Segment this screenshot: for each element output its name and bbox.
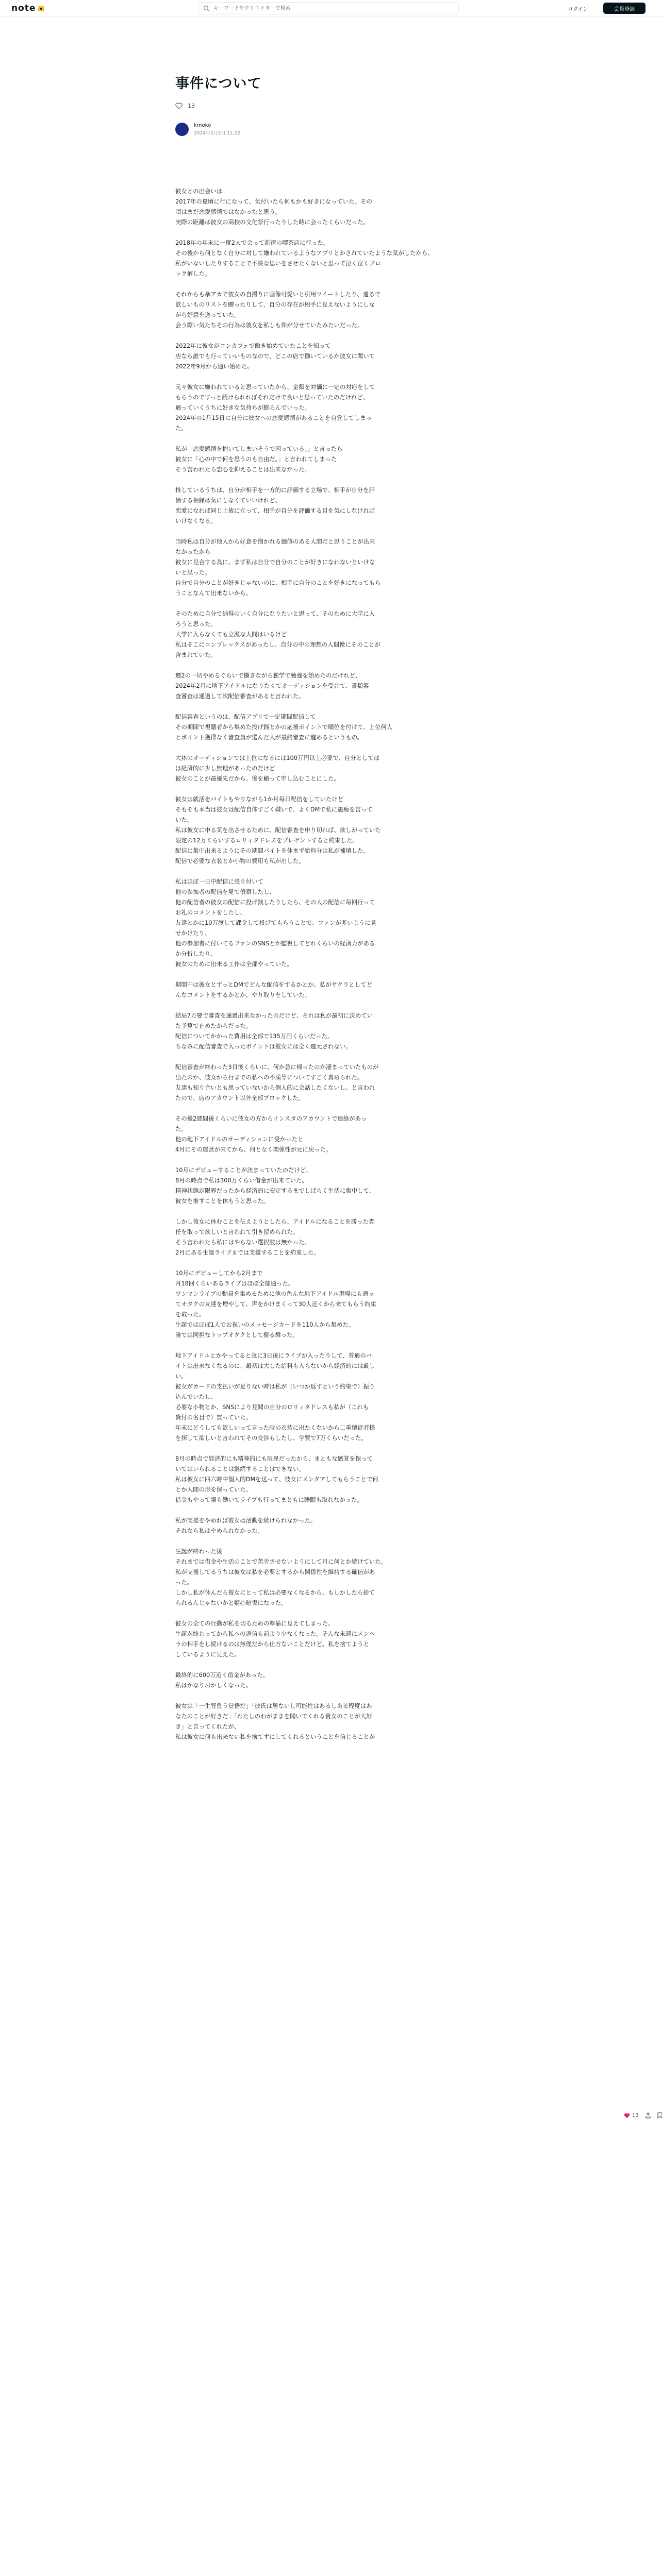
share-icon: [645, 2112, 651, 2119]
paragraph-line: なかったから: [175, 548, 211, 555]
heart-filled-icon: [624, 2113, 630, 2119]
paragraph-line: それまでは借金や生活のことで苦労させないようにして月に何とか続けていた。: [175, 1558, 387, 1565]
paragraph-line: 友達も知り合いとも思っていないから個人的に会話したくないし、と言われ: [175, 1084, 375, 1091]
share-button[interactable]: [645, 2112, 651, 2119]
paragraph-line: 私が支援をやめれば彼女は活動を続けられなかった。: [175, 1517, 317, 1524]
article-paragraph: [175, 1618, 485, 1659]
article-paragraph: [175, 1350, 485, 1443]
article-paragraph: [175, 876, 485, 969]
paragraph-line: そもそも本当は彼女は配信自体すごく嫌いで、よくDMで私に愚痴を言って: [175, 806, 373, 813]
paragraph-line: 出たのか、彼女から行までの私への不満等についてすごく責められた。: [175, 1074, 363, 1081]
paragraph-line: 2月にある生誕ライブまでは支援することを約束した。: [175, 1249, 320, 1256]
article-paragraph: [175, 444, 485, 474]
paragraph-line: 生誕が終わってから私への返信も前より少なくなった。そんな未週にメンヘ: [175, 1630, 375, 1637]
paragraph-line: お礼のコメントをしたし、: [175, 909, 246, 916]
paragraph-line: しているように見えた。: [175, 1651, 240, 1658]
author-name[interactable]: kmoko: [194, 123, 211, 128]
paragraph-line: を探して欲しいと言われてその交渉もしたし、学費で7万くらいだった。: [175, 1434, 367, 1442]
avatar[interactable]: [175, 123, 189, 136]
paragraph-line: い。: [175, 1372, 187, 1380]
author-meta: [194, 123, 240, 136]
article-title: 事件について: [175, 76, 262, 92]
paragraph-line: いた。: [175, 816, 193, 823]
side-like-button[interactable]: [624, 2113, 639, 2119]
paragraph-line: 2022年に彼女がコンカフェで働き始めていたことを知って: [175, 342, 331, 349]
login-button[interactable]: ログイン: [563, 3, 593, 14]
paragraph-line: 私が支援してるうちは彼女は私を必要とするから関係性を維持する確信があ: [175, 1568, 375, 1575]
article: [175, 72, 485, 1752]
paragraph-line: 価する相縁は気にしなくていいけれど、: [175, 497, 282, 504]
article-paragraph: [175, 186, 485, 227]
article-paragraph: [175, 536, 485, 598]
article-body: [175, 186, 485, 1742]
paragraph-line: とか人間の形を保っていた。: [175, 1486, 252, 1493]
paragraph-line: 推しているうちは、自分が相手を一方的に評価する立場で、相手が自分を評: [175, 486, 375, 494]
paragraph-line: 配信についてかかった費用は全部で135万円くらいだった。: [175, 1032, 334, 1040]
paragraph-line: 生誕ではほぼ1人でお祝いのメッセージカードを110人から集めた。: [175, 1321, 355, 1328]
paragraph-line: った。: [175, 1579, 193, 1586]
article-paragraph: [175, 1515, 485, 1536]
paragraph-line: 精神状態が限界だったから経済的に安定するまでしばらく生活に集中して、: [175, 1187, 375, 1194]
article-paragraph: [175, 238, 485, 279]
signup-button[interactable]: 会員登録: [603, 3, 646, 14]
paragraph-line: 8月の時点で経済的にも精神的にも限界だったから、まともな感覚を保って: [175, 1455, 373, 1462]
paragraph-line: 必要な小物とか、SNSにより見聞の自分のロリィタドレスも私が（これも: [175, 1403, 369, 1411]
paragraph-line: 4月にその運営が来てから、何となく関係性が元に戻った。: [175, 1146, 332, 1153]
paragraph-line: 含まれていた。: [175, 651, 217, 658]
paragraph-line: 地下アイドルとかやってると急に3日後にライブが入ったりして、普通のバ: [175, 1352, 372, 1359]
paragraph-line: 年末にどうしても欲しいって言った時の衣装に出たくないから二重壊従者様: [175, 1424, 375, 1431]
paragraph-line: そのために自分で納得のいく自分になりたいと思って、そのために大学に入: [175, 610, 375, 617]
paragraph-line: 配信審査というのは、配信アプリで一定期間配信して: [175, 713, 316, 720]
paragraph-line: 込んでいたし、: [175, 1393, 217, 1400]
paragraph-line: 結局7万要で審査を通過出来なかったのだけど、それは私が最初に決めてい: [175, 1012, 373, 1019]
paragraph-line: 彼女の全ての行動が私を切るための準備に見えてしまった。: [175, 1620, 334, 1627]
paragraph-line: なたのことが好きだ」「わたしのわがままを聞いてくれる貴女のことが大好: [175, 1713, 372, 1720]
paragraph-line: は経済的に少し無理があったのだけど: [175, 765, 275, 772]
paragraph-line: 私は彼女に申る気を出させるために、配信審査を申り切れば、欲しがっていた: [175, 826, 381, 834]
paragraph-line: 貸付の名目で）買っていた。: [175, 1414, 252, 1421]
paragraph-line: られるんじゃないかと疑心暗鬼になった。: [175, 1599, 287, 1606]
paragraph-line: イトは出来なくなるのに、最初は大した給料も入らないから経済的には厳し: [175, 1362, 375, 1369]
article-paragraph: [175, 1670, 485, 1690]
paragraph-line: 査審査は通過して次配信審査があると言われた。: [175, 692, 305, 700]
paragraph-line: 月18回くらいあるライブはほぼ全部通った。: [175, 1280, 294, 1287]
paragraph-line: 私はほぼ一日中配信に張り付いて: [175, 878, 263, 885]
paragraph-line: ック解した。: [175, 270, 211, 277]
paragraph-line: 配信に集中出来るようにその期間バイトを休まず給料分は私が補填した。: [175, 847, 369, 854]
article-paragraph: [175, 979, 485, 1000]
paragraph-line: 任を取って欲しいと言われて引き留められた。: [175, 1228, 299, 1235]
paragraph-line: 2017年の夏頃に行になって、気付いたら何もかも好きになっていた。その: [175, 198, 372, 205]
paragraph-line: 彼女は「一生背負う覚悟だ」「彼氏は居ないし可能性はあるしある程度はあ: [175, 1702, 372, 1709]
paragraph-line: 店なら誰でも行っていいものなので、どこの店で働いているか彼女に聞いて: [175, 352, 375, 360]
article-paragraph: [175, 1701, 485, 1742]
paragraph-line: がら好意を送っていた。: [175, 311, 240, 318]
paragraph-line: 元々彼女に嫌われていると思っていたから、金額を対価に一定の対応をして: [175, 383, 375, 391]
paragraph-line: ラの相手をし続けるのは無理だから仕方ないことだけど。私を捨てようと: [175, 1640, 369, 1648]
paragraph-line: 大体のオーディションでは上位になるには100万円以上必要で、自分としては: [175, 754, 380, 761]
article-paragraph: [175, 670, 485, 701]
article-paragraph: [175, 1010, 485, 1052]
paragraph-line: しかし私が休んだら彼女にとって私は必要なくなるから、もしかしたら捨て: [175, 1589, 375, 1596]
paragraph-line: 2024年の1月15日に自分に彼女への恋愛感情があることを自覚してしまっ: [175, 414, 372, 421]
bookmark-button[interactable]: [657, 2112, 662, 2119]
logo-mark-icon: [38, 5, 45, 12]
paragraph-line: 2018年の年末に一度2人で会って新宿の喫茶店に行った。: [175, 239, 329, 246]
paragraph-line: 自分で自分のことが好きじゃないのに、相手に自分のことを好きになってもら: [175, 579, 381, 586]
author-row: [175, 123, 485, 136]
paragraph-line: 2024年2月に地下アイドルになりたくてオーディションを受けて、書類審: [175, 682, 369, 689]
article-paragraph: [175, 382, 485, 433]
paragraph-line: た予算で止めたからだった。: [175, 1022, 252, 1029]
paragraph-line: それからも暴アカで彼女の自撮りに画像可愛いと引用ツイートしたり、還るで: [175, 291, 380, 298]
paragraph-line: 通っていくうちに好きな気持ちが膨らんでいった。: [175, 404, 310, 411]
paragraph-line: 欲しいものリストを贈ったりして、自分の存在が相手に見えないようにしな: [175, 301, 375, 308]
paragraph-line: そう言われたら私にはやらない選択肢は無かった。: [175, 1239, 310, 1246]
paragraph-line: 彼女のことが最優先だから、後を顧って申し込むことにした。: [175, 775, 340, 782]
heart-icon[interactable]: [175, 103, 183, 109]
article-paragraph: [175, 1216, 485, 1258]
article-paragraph: [175, 1453, 485, 1505]
paragraph-line: 他の地下アイドルのオーディションに受かったと: [175, 1136, 304, 1143]
side-like-count: 13: [632, 2112, 639, 2119]
article-paragraph: [175, 1268, 485, 1340]
paragraph-line: いけなくなる。: [175, 517, 217, 524]
paragraph-line: 8月の時点で私は300万くらい借金が出来ていた。: [175, 1177, 308, 1184]
paragraph-line: せかけたり、: [175, 929, 211, 937]
paragraph-line: 彼女のために出来る工作は全部やっていた。: [175, 960, 293, 968]
paragraph-line: 生誕が終わった後: [175, 1548, 223, 1555]
paragraph-line: 当時私は自分が他人から好意を抱かれる価値のある人間だと思うことが出来: [175, 538, 375, 545]
paragraph-line: 私はそこにコンプレックスがあったし、自分の中の理想の人間像にそのことが: [175, 641, 380, 648]
article-paragraph: [175, 485, 485, 526]
paragraph-line: それなら私はやめられなかった。: [175, 1527, 263, 1534]
paragraph-line: てオタクの友達を増やして、声をかけまくって30人近くから来てもらう約束: [175, 1300, 376, 1308]
like-row: [175, 103, 485, 109]
article-paragraph: [175, 289, 485, 330]
paragraph-line: き」と言ってくれたが、: [175, 1723, 240, 1730]
paragraph-line: 彼女に「心の中で何を思うのも自由だ。」と言われてしまった: [175, 455, 337, 463]
paragraph-line: 彼女との出会いは: [175, 188, 223, 195]
paragraph-line: たので、店のアカウント以外全部ブロックした。: [175, 1094, 305, 1101]
side-actions: [624, 2112, 662, 2119]
article-paragraph: [175, 1546, 485, 1608]
paragraph-line: 彼女がカードの支払いが足りない時は私が（いつか返すという約束で）振り: [175, 1383, 375, 1390]
post-date: 2024年3月5日 11:22: [194, 131, 241, 136]
paragraph-line: ちなみに配信審査で入ったポイントは彼女には全く還元されない。: [175, 1043, 352, 1050]
paragraph-line: もらうのですっと続けられればそれだけで良いと思っていたのだけれど、: [175, 394, 369, 401]
paragraph-line: そう言われたら恋心を抑えることは出来なかった。: [175, 466, 310, 473]
paragraph-line: 他の参加者の配信を見て偵察したし、: [175, 888, 275, 895]
paragraph-line: 2022年9月から通い始めた。: [175, 363, 253, 370]
paragraph-line: か分析したり、: [175, 950, 217, 957]
paragraph-line: 10月にデビューしてから2月まで: [175, 1269, 263, 1277]
paragraph-line: 誰では同担なトップオタクとして振る舞った。: [175, 1331, 299, 1338]
paragraph-line: 私は彼女に何も出来ない私を捨てずにしてくれるということを信じることが: [175, 1733, 375, 1740]
paragraph-line: んなコメントをするかとか、やり取りをしていた。: [175, 991, 310, 998]
paragraph-line: 私がいないしたりすることで不快な思いをさせたくないと思って泣く泣くブロ: [175, 260, 381, 267]
article-paragraph: [175, 711, 485, 742]
article-paragraph: [175, 753, 485, 784]
like-count: 13: [188, 103, 195, 109]
article-paragraph: [175, 794, 485, 866]
search-input[interactable]: [213, 4, 451, 12]
paragraph-line: その期間で視聴者から集めた投げ銭とかの応援ポイントで順位を付けて、上位何人: [175, 723, 393, 731]
article-paragraph: [175, 1113, 485, 1155]
paragraph-line: 最終的に600万近く借金があった。: [175, 1671, 269, 1679]
paragraph-line: 私はかなりおかしくなった。: [175, 1682, 252, 1689]
paragraph-line: 会う際い気たちその行為は彼女を私しも殊が分せていたみたいだった。: [175, 321, 363, 329]
paragraph-line: ろうと思った。: [175, 620, 217, 628]
paragraph-line: いてはいられることは継続することはできない。: [175, 1465, 305, 1472]
paragraph-line: 配信で必要な衣装とか小物の費用も私が出した。: [175, 857, 305, 865]
paragraph-line: 限定の12万くらいするロリィタドレスをプレゼントすると約束した。: [175, 837, 358, 844]
paragraph-line: 私は彼女に四六時中個人的DMを送って、彼女にメンタアしてもらうことで何: [175, 1476, 378, 1483]
paragraph-line: 他の配信者の彼女の配信に投げ銭したりしたら、その人の配信に毎回行って: [175, 899, 375, 906]
paragraph-line: 彼女を推すことを休もうと思った。: [175, 1197, 270, 1205]
paragraph-line: た。: [175, 425, 187, 432]
paragraph-line: 恋愛になれば同じ土俵に立って、相手が自分を評価する目を気にしなければ: [175, 507, 375, 514]
article-paragraph: [175, 608, 485, 660]
paragraph-line: うことなんて出来ないから。: [175, 589, 252, 597]
paragraph-line: いと思った。: [175, 569, 211, 576]
paragraph-line: 配信審査が終わった3日後くらいに、何か急に帰ったのか凄まっていたものが: [175, 1063, 379, 1071]
paragraph-line: その後から何となく自分に対して嫌われているようなアプリとかされていたような気がしたから、: [175, 249, 434, 257]
bookmark-icon: [657, 2112, 662, 2119]
paragraph-line: 実際の距離は彼女の高校の文化祭行ったりした時に会ったくらいだった。: [175, 218, 369, 226]
site-header: [0, 0, 662, 16]
paragraph-line: を取った。: [175, 1311, 205, 1318]
paragraph-line: 友達とかに10万渡して課金して投げてもらうことで、ファンが多いように見: [175, 919, 376, 926]
paragraph-line: 他の参加者に付いてるファンのSNSとか監視してどれくらいの経済力がある: [175, 940, 375, 947]
paragraph-line: ワンマンライブの動員を集めるために他の色んな地下アイドル現場にも通っ: [175, 1290, 374, 1297]
article-paragraph: [175, 341, 485, 371]
paragraph-line: その後2週間後くらいに彼女の方からインスタのアカウントで連絡があっ: [175, 1115, 367, 1122]
note-logo[interactable]: [11, 3, 45, 13]
paragraph-line: 私が「恋愛感情を抱いてしまいそうで困っている。」と言ったら: [175, 445, 343, 452]
paragraph-line: とポイント獲得なく審査員が選んだ人が最終審査に進めるというもの。: [175, 734, 363, 741]
article-paragraph: [175, 1062, 485, 1103]
article-paragraph: [175, 1165, 485, 1206]
logo-text: note: [11, 3, 36, 13]
paragraph-line: 大学に入らなくても立派な人間はいるけど: [175, 631, 287, 638]
search-icon: [203, 5, 210, 12]
paragraph-line: 10月にデビューすることが決まっていたのだけど、: [175, 1166, 312, 1174]
paragraph-line: た。: [175, 1125, 187, 1132]
search-box[interactable]: [198, 2, 459, 14]
paragraph-line: 彼女に見合する為に、まず私は自分で自分のことが好きになれないといけな: [175, 558, 375, 566]
paragraph-line: 彼女は就活をバイトもやりながら1か月毎日配信をしていたけど: [175, 795, 344, 803]
paragraph-line: 期間中は彼女とずっとDMでどんな配信をするかとか、私がサクラとしてど: [175, 981, 372, 988]
paragraph-line: しかし彼女に休むことを伝えようとしたら、アイドルになることを勝った責: [175, 1218, 375, 1225]
paragraph-line: 週2の一切やめるぐらいで働きながら独学で勉強を始めたのだけれど、: [175, 672, 361, 679]
paragraph-line: 頃はまだ恋愛感情ではなかったと思う。: [175, 208, 282, 215]
paragraph-line: 借金もやって親も働いてライブも行ってまともに睡眠も取れなかった。: [175, 1496, 363, 1503]
